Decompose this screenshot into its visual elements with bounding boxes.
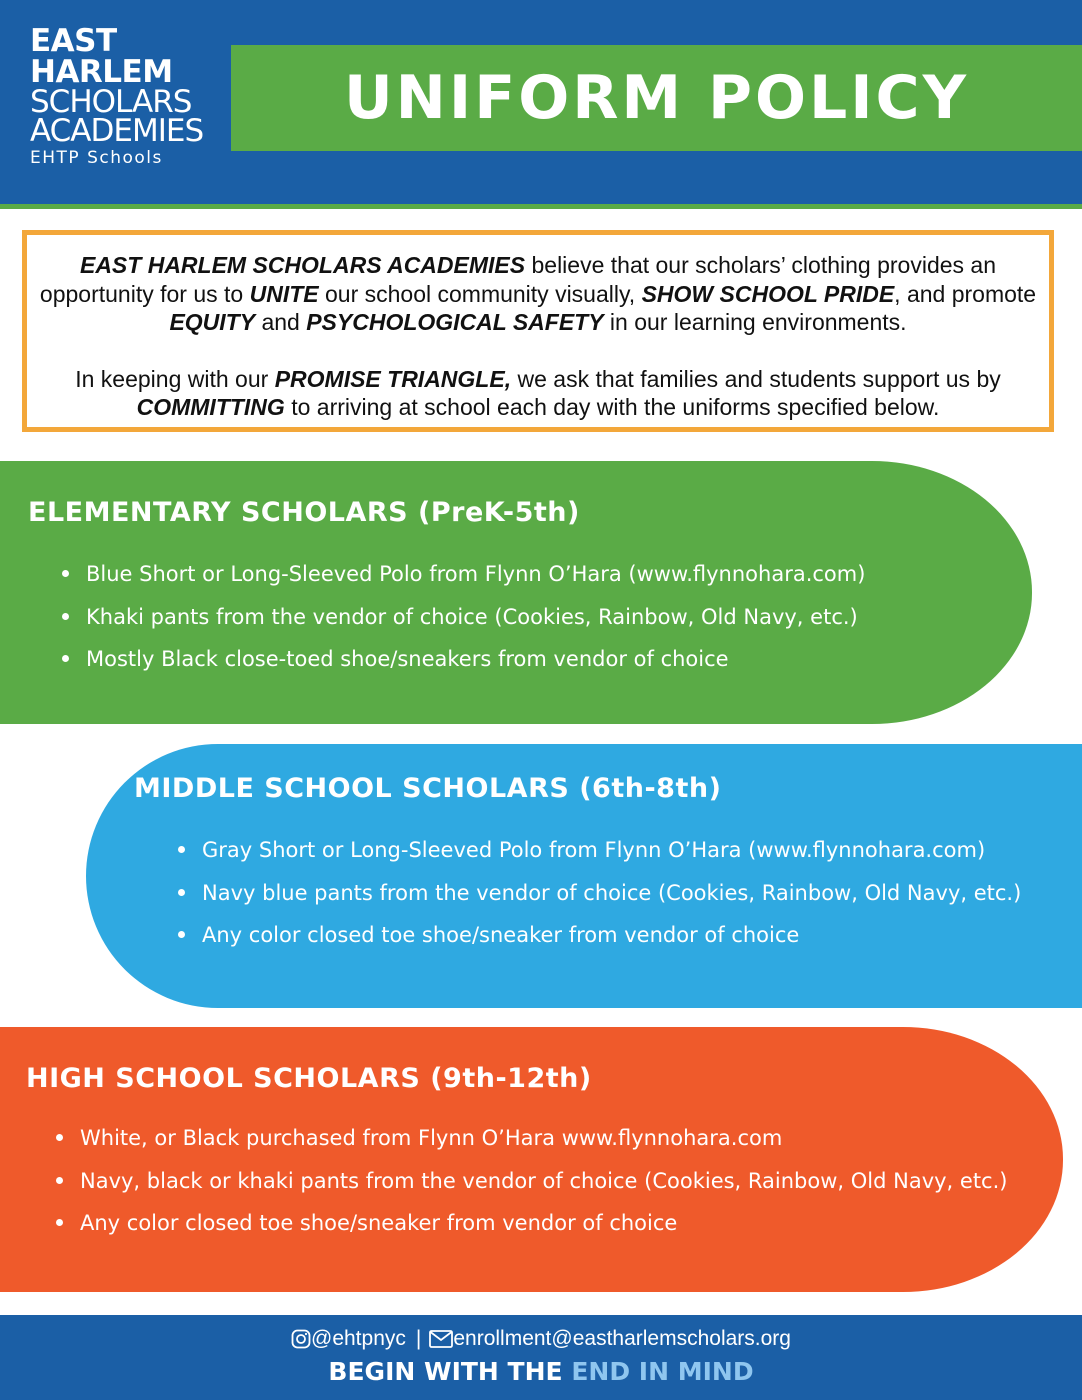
contact-line [0, 1327, 1082, 1351]
elementary-section [0, 461, 1032, 724]
body-text: , and promote [894, 280, 1037, 307]
emphasis-text: PROMISE TRIANGLE, [274, 365, 512, 392]
email-link[interactable]: enrollment@eastharlemscholars.org [453, 1327, 791, 1350]
intro-paragraph [27, 365, 1049, 422]
list-item [62, 604, 865, 647]
list-item-text: Khaki pants from the vendor of choice (Cookies, Rainbow, Old Navy, etc.) [86, 604, 858, 629]
bullet-icon [56, 1134, 63, 1141]
section-title: ELEMENTARY SCHOLARS (PreK-5th) [28, 497, 580, 528]
logo-line: ACADEMIES [30, 113, 204, 149]
separator: | [415, 1327, 422, 1350]
body-text: In keeping with our [75, 365, 275, 392]
logo-line: EAST [30, 23, 117, 59]
middle-school-section [86, 744, 1082, 1008]
body-text: to arriving at school each day with the uniforms specified below. [284, 394, 940, 420]
emphasis-text: COMMITTING [136, 394, 285, 420]
emphasis-text: PSYCHOLOGICAL SAFETY [306, 309, 604, 335]
intro-box [22, 230, 1054, 432]
list-item-text: Blue Short or Long-Sleeved Polo from Flynn O’Hara (www.flynnohara.com) [86, 562, 866, 586]
emphasis-text: EQUITY [169, 309, 256, 335]
uniform-list [62, 561, 865, 689]
list-item [56, 1125, 1007, 1168]
uniform-list [56, 1125, 1007, 1253]
bullet-icon [178, 889, 185, 896]
list-item-text: Navy blue pants from the vendor of choice (Cookies, Rainbow, Old Navy, etc.) [202, 880, 1022, 905]
list-item-text: Gray Short or Long-Sleeved Polo from Flynn O’Hara (www.flynnohara.com) [202, 838, 986, 862]
instagram-icon [291, 1329, 311, 1349]
emphasis-text: SHOW SCHOOL PRIDE [641, 280, 895, 307]
tagline [0, 1357, 1082, 1386]
bullet-icon [62, 655, 69, 662]
section-title: HIGH SCHOOL SCHOLARS (9th-12th) [26, 1063, 592, 1094]
tagline-highlight: END IN MIND [571, 1357, 754, 1386]
list-item [178, 922, 1021, 965]
list-item-text: White, or Black purchased from Flynn O’Hara www.flynnohara.com [80, 1126, 783, 1150]
bullet-icon [62, 613, 69, 620]
body-text: believe that our scholars’ clothing provides an opportunity for us to [39, 252, 997, 307]
emphasis-text: EAST HARLEM SCHOLARS ACADEMIES [79, 252, 526, 278]
list-item-text: Mostly Black close-toed shoe/sneakers from vendor of choice [86, 647, 729, 671]
footer [0, 1315, 1082, 1400]
page-title: UNIFORM POLICY [343, 63, 970, 133]
list-item-text: Navy, black or khaki pants from the vendor of choice (Cookies, Rainbow, Old Navy, etc.) [80, 1168, 1008, 1193]
list-item [62, 561, 865, 604]
bullet-icon [178, 846, 185, 853]
list-item [56, 1210, 1007, 1253]
list-item-text: Any color closed toe shoe/sneaker from vendor of choice [202, 923, 800, 947]
logo-line: HARLEM [30, 54, 173, 90]
section-title: MIDDLE SCHOOL SCHOLARS (6th-8th) [134, 773, 722, 804]
body-text: our school community visually, [318, 280, 642, 307]
mail-icon [429, 1330, 453, 1348]
bullet-icon [62, 570, 69, 577]
logo-subline: EHTP Schools [30, 148, 163, 168]
bullet-icon [56, 1219, 63, 1226]
list-item [178, 837, 1021, 880]
body-text: we ask that families and students support us by [511, 365, 1001, 392]
body-text: in our learning environments. [603, 309, 907, 335]
header [0, 0, 1082, 204]
header-divider [0, 204, 1082, 209]
logo-line: SCHOLARS [30, 84, 192, 120]
title-band [231, 45, 1082, 151]
instagram-handle[interactable]: @ehtpnyc [311, 1327, 406, 1350]
tagline-start: BEGIN WITH THE [328, 1357, 572, 1386]
uniform-list [178, 837, 1021, 965]
school-logo [30, 23, 204, 168]
emphasis-text: UNITE [249, 280, 319, 307]
list-item [178, 880, 1021, 923]
body-text: and [255, 309, 307, 335]
bullet-icon [178, 931, 185, 938]
list-item [62, 646, 865, 689]
bullet-icon [56, 1177, 63, 1184]
intro-paragraph [27, 251, 1049, 337]
high-school-section [0, 1027, 1063, 1292]
list-item-text: Any color closed toe shoe/sneaker from vendor of choice [80, 1211, 678, 1235]
list-item [56, 1168, 1007, 1211]
